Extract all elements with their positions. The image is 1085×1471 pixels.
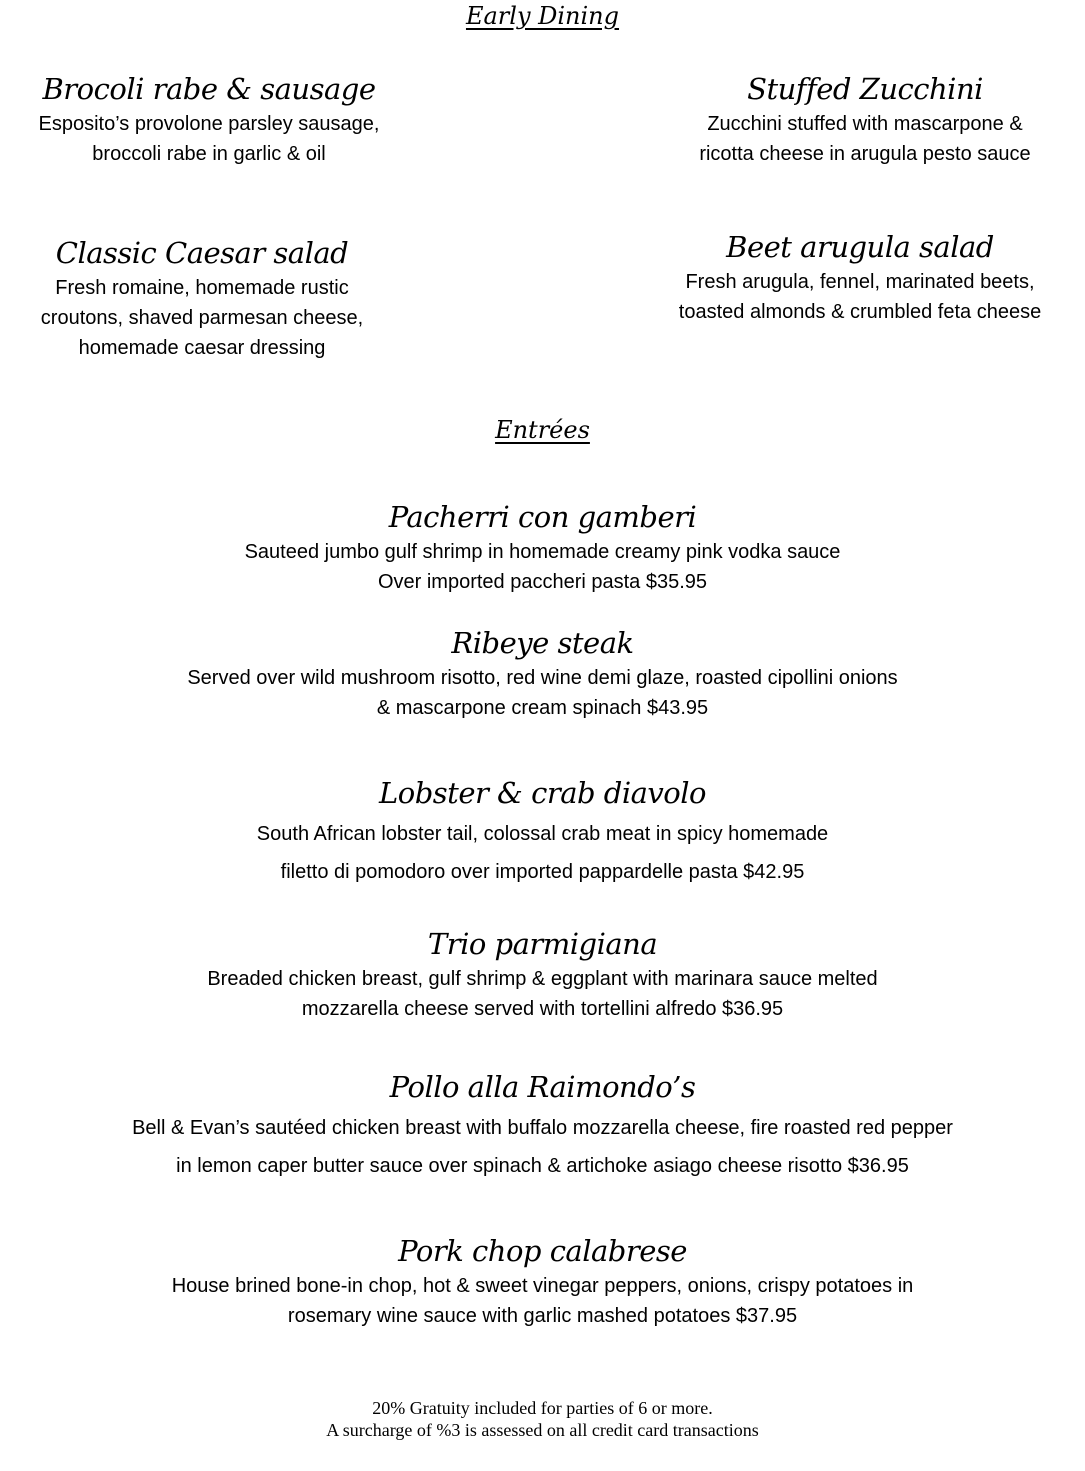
dish-name: Pacherri con gamberi (388, 500, 697, 534)
description-line: Over imported paccheri pasta $35.95 (377, 571, 708, 593)
description-line: filetto di pomodoro over imported pappardelle pasta $42.95 (280, 861, 805, 883)
description-line: homemade caesar dressing (78, 337, 326, 359)
dish-name: Brocoli rabe & sausage (42, 72, 376, 106)
gratuity-note: 20% Gratuity included for parties of 6 or more. (372, 1398, 713, 1418)
dish-description (650, 109, 1080, 169)
dish-description (0, 273, 404, 363)
description-line: Sauteed jumbo gulf shrimp in homemade creamy pink vodka sauce (244, 541, 841, 563)
description-line: Esposito’s provolone parsley sausage, (38, 113, 380, 135)
surcharge-note: A surcharge of %3 is assessed on all credit card transactions (326, 1420, 759, 1440)
dish-description (640, 267, 1080, 327)
dish-name: Trio parmigiana (427, 927, 658, 961)
description-line: South African lobster tail, colossal crab meat in spicy homemade (256, 823, 829, 845)
description-line: in lemon caper butter sauce over spinach & artichoke asiago cheese risotto $36.95 (176, 1155, 909, 1177)
description-line: House brined bone-in chop, hot & sweet vinegar peppers, onions, crispy potatoes in (171, 1275, 914, 1297)
description-line: ricotta cheese in arugula pesto sauce (699, 143, 1031, 165)
description-line: mozzarella cheese served with tortellini alfredo $36.95 (301, 998, 784, 1020)
menu-item-trio-parmigiana (0, 927, 1085, 1024)
section-title-entrees: Entrées (495, 416, 590, 444)
menu-item-pacherri (0, 500, 1085, 597)
description-line: Fresh romaine, homemade rustic (55, 277, 349, 299)
dish-name: Classic Caesar salad (55, 236, 349, 270)
menu-item-pork-chop (0, 1234, 1085, 1331)
dish-description (0, 109, 418, 169)
dish-description (0, 1109, 1085, 1185)
dish-name: Beet arugula salad (726, 230, 994, 264)
dish-name: Lobster & crab diavolo (379, 776, 706, 810)
description-line: Zucchini stuffed with mascarpone & (707, 113, 1023, 135)
dish-description (0, 1271, 1085, 1331)
menu-item-ribeye (0, 626, 1085, 723)
description-line: Fresh arugula, fennel, marinated beets, (685, 271, 1035, 293)
menu-item-lobster-crab (0, 774, 1085, 891)
menu-item-beet-arugula (640, 230, 1080, 327)
description-line: toasted almonds & crumbled feta cheese (678, 301, 1042, 323)
dish-description (0, 964, 1085, 1024)
dish-name: Ribeye steak (451, 626, 634, 660)
footer-notes (0, 1397, 1085, 1441)
dish-name: Stuffed Zucchini (747, 72, 983, 106)
description-line: Breaded chicken breast, gulf shrimp & eggplant with marinara sauce melted (207, 968, 878, 990)
menu-item-stuffed-zucchini (650, 72, 1080, 169)
dish-name: Pork chop calabrese (398, 1234, 687, 1268)
dish-name: Pollo alla Raimondo’s (389, 1070, 696, 1104)
description-line: broccoli rabe in garlic & oil (92, 143, 326, 165)
dish-description (0, 815, 1085, 891)
menu-item-pollo-raimondos (0, 1068, 1085, 1185)
description-line: croutons, shaved parmesan cheese, (40, 307, 364, 329)
section-title-early-dining: Early Dining (465, 2, 620, 30)
description-line: & mascarpone cream spinach $43.95 (376, 697, 709, 719)
description-line: Bell & Evan’s sautéed chicken breast with buffalo mozzarella cheese, fire roasted red pepper (132, 1117, 953, 1139)
menu-item-classic-caesar (0, 236, 404, 363)
menu-item-brocoli-rabe (0, 72, 418, 169)
description-line: Served over wild mushroom risotto, red wine demi glaze, roasted cipollini onions (187, 667, 898, 689)
dish-description (0, 663, 1085, 723)
dish-description (0, 537, 1085, 597)
description-line: rosemary wine sauce with garlic mashed potatoes $37.95 (287, 1305, 798, 1327)
